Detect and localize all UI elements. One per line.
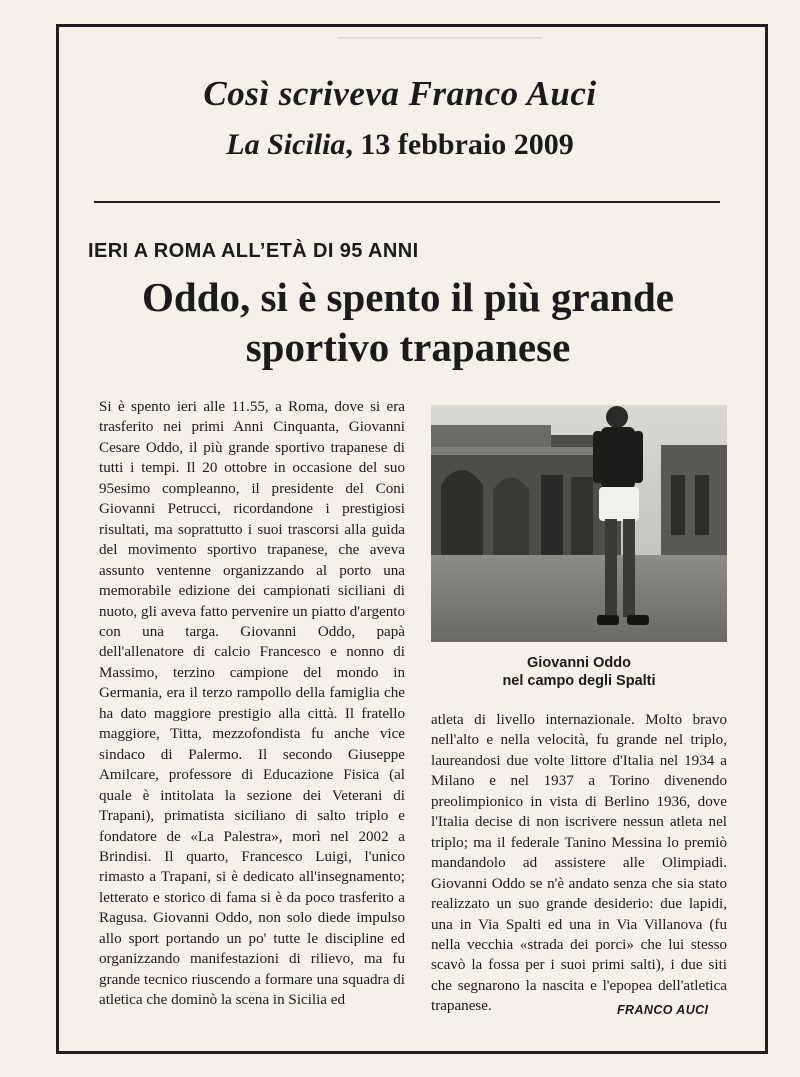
newspaper-name: La Sicilia [226, 128, 346, 161]
photo-caption-line-1: Giovanni Oddo [527, 655, 631, 671]
article-headline: Oddo, si è spento il più grande sportivo trapanese [142, 274, 674, 370]
article-column-right: atleta di livello internazionale. Molto bravo nell'alto e nella velocità, fu grande nel triplo, laureandosi due volte littore d'Italia nel 1934 a Milano e nel 1937 a Torino divenendo preolimpionico in vista di Berlino 1936, dove l'Italia decise di non iscrivere nessun atleta nel triplo; ma il federale Tanino Messina lo premiò mandandolo ad assistere alle Olimpiadi. Giovanni Oddo se n'è andato senza che sia stato realizzato un suo grande desiderio: due lapidi, una in Via Spalti ed una in Via Villanova (fu nella vecchia «strada dei porci» che lui stesso scavò la fossa per i suoi primi salti), i due siti che segnarono la nascita e l'epopea dell'atletica trapanese. [431, 712, 727, 1015]
article-byline: FRANCO AUCI [617, 1003, 709, 1017]
article-kicker: IERI A ROMA ALL’ETÀ DI 95 ANNI [88, 240, 419, 262]
athlete-photo-illustration [431, 405, 727, 642]
athlete-photo [431, 405, 727, 642]
divider-rule [94, 201, 720, 203]
source-line [0, 128, 800, 162]
article-column-left: Si è spento ieri alle 11.55, a Roma, dove si era trasferito nei primi Anni Cinquanta, Giovanni Cesare Oddo, il più grande sportivo trapanese di tutti i tempi. Il 20 ottobre in occasione del suo 95esimo compleanno, il presidente del Coni Giovanni Petrucci, ricordandone i prestigiosi risultati, ma soprattutto i suoi trascorsi alla guida del movimento sportivo trapanese, che aveva assunto ventenne organizzando al porto una memorabile edizione dei campionati siciliani di nuoto, gli aveva fatto pervenire un piatto d'argento con una targa. Giovanni Oddo, papà dell'allenatore di calcio Francesco e nonno di Massimo, terzino campione del mondo in Germania, era il terzo rampollo della famiglia che ha dato maggiore prestigio alla città. Il fratello maggiore, Titta, mezzofondista fu anche vice sindaco di Palermo. Il secondo Giuseppe Amilcare, professore di Educazione Fisica (al quale è intitolata la sezione dei Veterani di Trapani), primatista siciliano di salto triplo e fondatore de «La Palestra», morì nel 2002 a Brindisi. Il quarto, Francesco Luigi, l'unico rimasto a Trapani, si è dedicato all'insegnamento; letterato e storico di fama si è da poco trasferito a Ragusa. Giovanni Oddo, non solo diede impulso allo sport portando un po' tutte le discipline ed organizzando manifestazioni di rilievo, ma fu grande tecnico riuscendo a formare una squadra di atletica che dominò la scena in Sicilia ed [99, 399, 405, 1009]
photo-caption-line-2: nel campo degli Spalti [502, 673, 656, 689]
page-title: Così scriveva Franco Auci [203, 74, 597, 113]
bleed-through-text: ──────────────────── [337, 31, 543, 46]
publication-date: , 13 febbraio 2009 [345, 128, 574, 161]
photo-caption [431, 654, 727, 690]
